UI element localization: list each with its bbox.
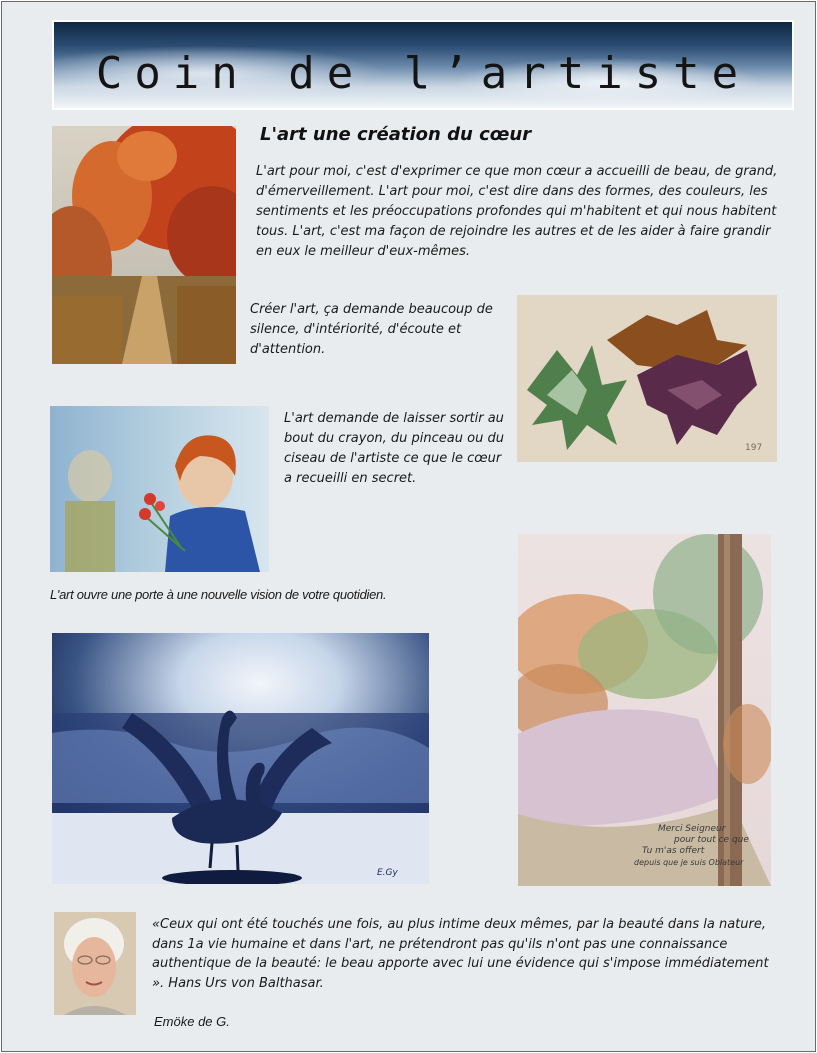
title-banner xyxy=(52,20,794,110)
intro-paragraph: L'art pour moi, c'est d'exprimer ce que mon cœur a accueilli de beau, de grand, d'émerveillement. L'art pour moi, c'est dire dans des formes, des couleurs, les sentiments et les préoccupations profondes qui m'habitent et qui nous habitent tous. L'art, c'est ma façon de rejoindre les autres et de les aider à faire grandir en eux le meilleur d'eux-mêmes. xyxy=(256,164,778,259)
swan-painting xyxy=(52,633,429,884)
silence-paragraph: Créer l'art, ça demande beaucoup de silence, d'intériorité, d'écoute et d'attention. xyxy=(250,302,493,357)
banner-title: Coin de l’artiste xyxy=(95,48,751,99)
inscription-line: Tu m'as offert xyxy=(642,846,705,856)
artist-portrait-photo xyxy=(54,912,136,1015)
svg-text:197: 197 xyxy=(745,443,763,453)
signature: Emöke de G. xyxy=(154,1014,230,1029)
vision-line: L'art ouvre une porte à une nouvelle vision de votre quotidien. xyxy=(50,587,387,602)
inscription-line: depuis que je suis Oblateur xyxy=(634,858,744,867)
lake-trees-painting xyxy=(518,534,771,886)
page xyxy=(1,1,816,1052)
svg-text:E.Gy: E.Gy xyxy=(377,868,398,878)
child-with-flowers-painting xyxy=(50,406,269,572)
inscription-line: pour tout ce que xyxy=(674,835,749,845)
painting-inscription xyxy=(630,824,770,868)
autumn-path-painting xyxy=(52,126,236,364)
inscription-line: Merci Seigneur xyxy=(658,824,726,834)
release-paragraph: L'art demande de laisser sortir au bout du crayon, du pinceau ou du ciseau de l'artiste ce que le cœur a recueilli en secret. xyxy=(284,411,504,486)
maple-leaves-painting xyxy=(517,295,777,462)
quote-paragraph: «Ceux qui ont été touchés une fois, au plus intime deux mêmes, par la beauté dans la nature, dans 1a vie humaine et dans l'art, ne prétendront pas qu'ils n'ont pas une connaissance authentique de la beauté: le beau apporte avec lui une évidence qui s'impose immédiatement ». Hans Urs von Balthasar. xyxy=(152,917,769,991)
article-heading: L'art une création du cœur xyxy=(260,124,532,145)
